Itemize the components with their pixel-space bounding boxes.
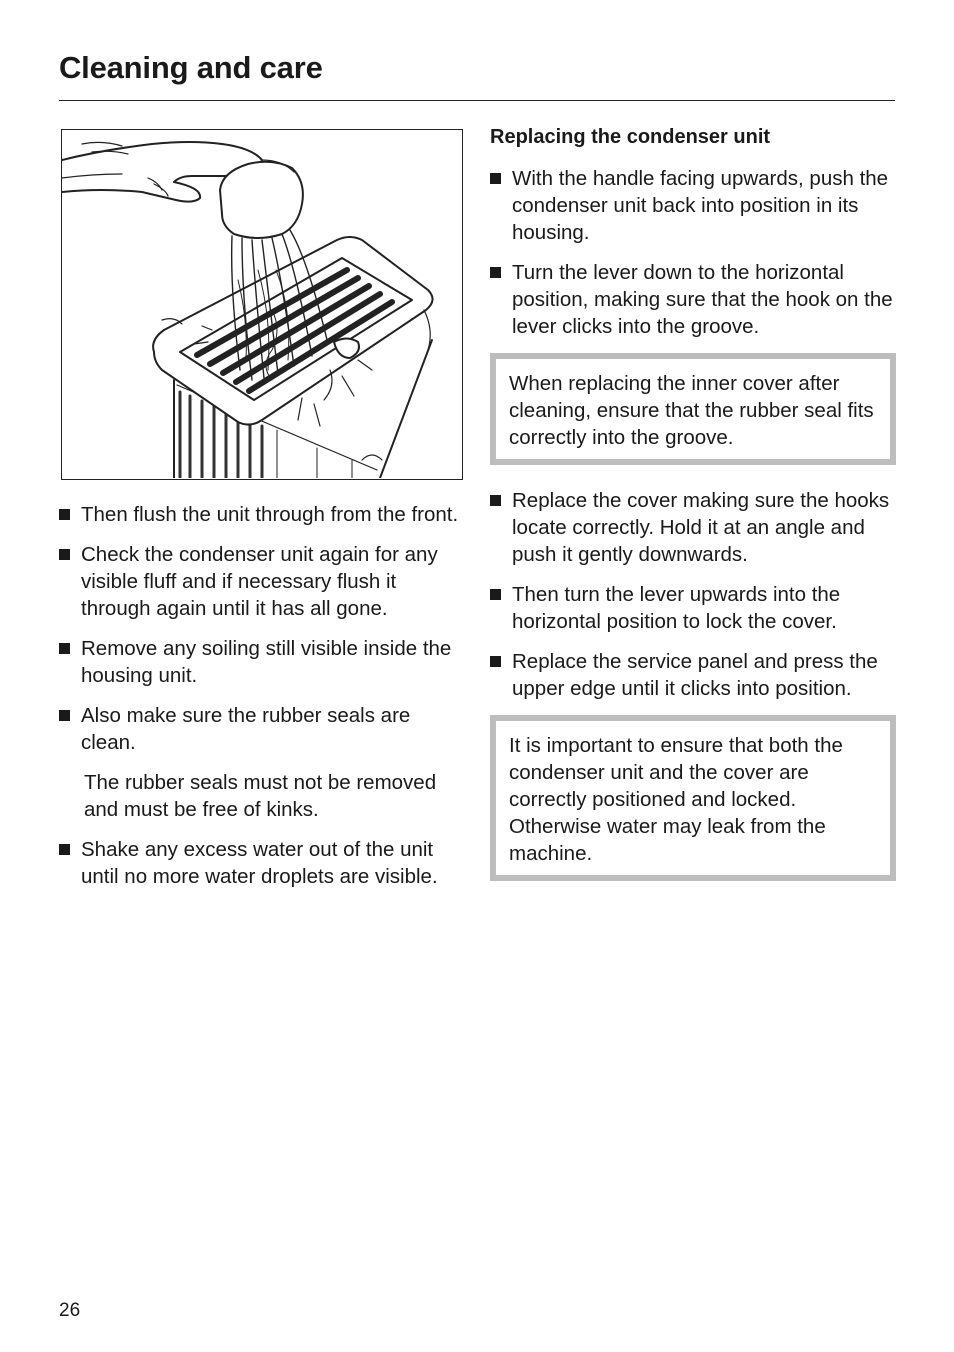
- list-item: Then flush the unit through from the front.: [59, 501, 464, 528]
- section-heading: Replacing the condenser unit: [490, 126, 771, 148]
- cover-steps-list: [490, 487, 896, 702]
- warning-note-box: [490, 715, 896, 881]
- left-column: [59, 501, 464, 903]
- bullet-square-icon: [490, 267, 501, 278]
- bullet-square-icon: [490, 173, 501, 184]
- bullet-square-icon: [59, 710, 70, 721]
- inner-cover-note-box: [490, 353, 896, 465]
- list-item: Turn the lever down to the horizontal position, making sure that the hook on the lever clicks into the groove.: [490, 259, 896, 340]
- list-item: With the handle facing upwards, push the condenser unit back into position in its housing.: [490, 165, 896, 246]
- title-divider: [59, 100, 895, 101]
- note-text: When replacing the inner cover after cleaning, ensure that the rubber seal fits correctly into the groove.: [509, 372, 874, 449]
- bullet-square-icon: [59, 844, 70, 855]
- list-item: Check the condenser unit again for any visible fluff and if necessary flush it through again until it has all gone.: [59, 541, 464, 622]
- replace-steps-list: [490, 165, 896, 340]
- shake-steps-list: [59, 836, 464, 890]
- flush-steps-list: [59, 501, 464, 756]
- bullet-square-icon: [490, 656, 501, 667]
- note-text: It is important to ensure that both the condenser unit and the cover are correctly positioned and locked. Otherwise water may leak from the machine.: [509, 734, 843, 865]
- condenser-rinse-drawing: [62, 130, 461, 478]
- list-item: Then turn the lever upwards into the horizontal position to lock the cover.: [490, 581, 896, 635]
- bullet-square-icon: [490, 589, 501, 600]
- right-column: [490, 124, 896, 903]
- list-item: Replace the cover making sure the hooks locate correctly. Hold it at an angle and push it gently downwards.: [490, 487, 896, 568]
- bullet-square-icon: [59, 643, 70, 654]
- list-item: Also make sure the rubber seals are clean.: [59, 702, 464, 756]
- list-item: Remove any soiling still visible inside the housing unit.: [59, 635, 464, 689]
- bullet-square-icon: [490, 495, 501, 506]
- condenser-rinse-illustration: [61, 129, 463, 480]
- rubber-seal-note: The rubber seals must not be removed and must be free of kinks.: [84, 771, 437, 821]
- page-number: 26: [59, 1300, 81, 1321]
- list-item: Replace the service panel and press the upper edge until it clicks into position.: [490, 648, 896, 702]
- bullet-square-icon: [59, 509, 70, 520]
- list-item: Shake any excess water out of the unit until no more water droplets are visible.: [59, 836, 464, 890]
- bullet-square-icon: [59, 549, 70, 560]
- page-title: Cleaning and care: [59, 50, 323, 85]
